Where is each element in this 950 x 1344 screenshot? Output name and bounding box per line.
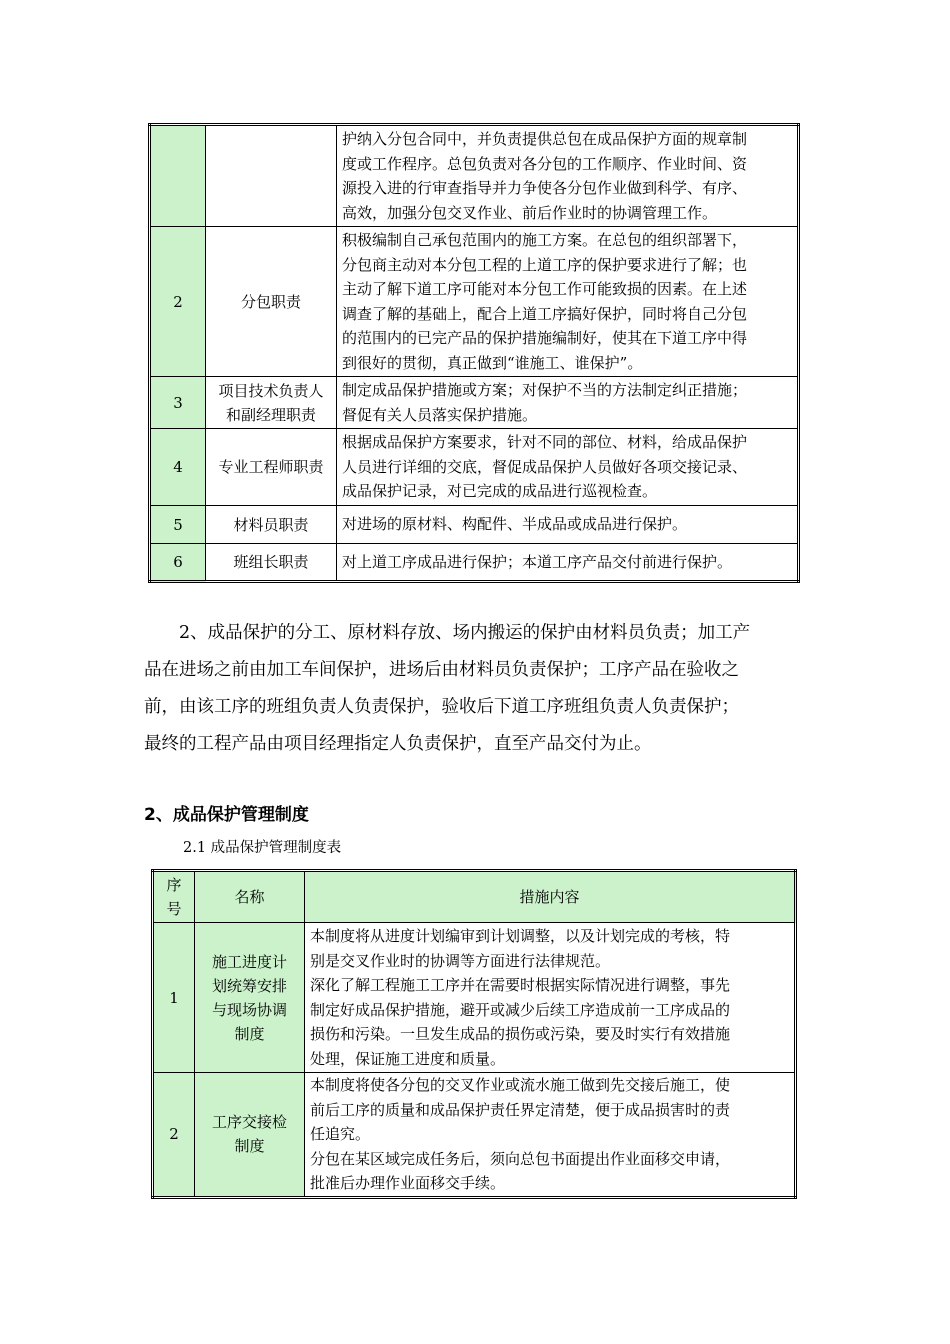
row-title: 项目技术负责人 和副经理职责 (206, 377, 337, 429)
table-row (150, 506, 799, 544)
row-title: 分包职责 (206, 227, 337, 377)
row-title: 班组长职责 (206, 544, 337, 582)
row-content: 护纳入分包合同中，并负责提供总包在成品保护方面的规章制 度或工作程序。总包负责对各分包的工作顺序、作业时间、资 源投入进的行审查指导并力争使各分包作业做到科学、有序、 高效，加强分包交叉作业、前后作业时的协调管理工作。 (337, 125, 799, 227)
row-title (206, 125, 337, 227)
header-content: 措施内容 (305, 871, 796, 923)
row-title: 施工进度计 划统筹安排 与现场协调 制度 (195, 923, 305, 1073)
row-title: 材料员职责 (206, 506, 337, 544)
table-row (150, 125, 799, 227)
management-system-table (151, 869, 797, 1199)
row-content: 积极编制自己承包范围内的施工方案。在总包的组织部署下， 分包商主动对本分包工程的上道工序的保护要求进行了解；也 主动了解下道工序可能对本分包工作可能致损的因素。在上述 调查了解的基础上，配合上道工序搞好保护，同时将自己分包 的范围内的已完产品的保护措施编制好，使其在下道工序中得 到很好的贯彻，真正做到“谁施工、谁保护”。 (337, 227, 799, 377)
row-number: 2 (150, 227, 206, 377)
row-number: 4 (150, 429, 206, 506)
row-number: 5 (150, 506, 206, 544)
table-row (153, 1073, 796, 1198)
row-content: 根据成品保护方案要求，针对不同的部位、材料，给成品保护 人员进行详细的交底，督促成品保护人员做好各项交接记录、 成品保护记录，对已完成的成品进行巡视检查。 (337, 429, 799, 506)
row-number (150, 125, 206, 227)
responsibility-table (148, 123, 800, 583)
row-content: 本制度将使各分包的交叉作业或流水施工做到先交接后施工，使 前后工序的质量和成品保护责任界定清楚，便于成品损害时的责 任追究。 分包在某区域完成任务后，须向总包书面提出作业面移交申请， 批准后办理作业面移交手续。 (305, 1073, 796, 1198)
row-content: 对上道工序成品进行保护；本道工序产品交付前进行保护。 (337, 544, 799, 582)
header-number: 序 号 (153, 871, 195, 923)
table-row (153, 923, 796, 1073)
section-heading: 2、成品保护管理制度 (144, 805, 309, 825)
row-content: 制定成品保护措施或方案；对保护不当的方法制定纠正措施； 督促有关人员落实保护措施。 (337, 377, 799, 429)
table-caption: 2.1 成品保护管理制度表 (183, 840, 342, 856)
row-number: 2 (153, 1073, 195, 1198)
table-row (150, 544, 799, 582)
table-row (150, 377, 799, 429)
table-header-row (153, 871, 796, 923)
row-number: 6 (150, 544, 206, 582)
row-number: 1 (153, 923, 195, 1073)
row-content: 对进场的原材料、构配件、半成品或成品进行保护。 (337, 506, 799, 544)
body-paragraph: 2、成品保护的分工、原材料存放、场内搬运的保护由材料员负责；加工产 品在进场之前由加工车间保护，进场后由材料员负责保护；工序产品在验收之 前，由该工序的班组负责人负责保护，验收后下道工序班组负责人负责保护； 最终的工程产品由项目经理指定人负责保护，直至产品交付为止。 (144, 623, 751, 754)
header-name: 名称 (195, 871, 305, 923)
table-row (150, 429, 799, 506)
row-content: 本制度将从进度计划编审到计划调整，以及计划完成的考核，特 别是交叉作业时的协调等方面进行法律规范。 深化了解工程施工工序并在需要时根据实际情况进行调整，事先 制定好成品保护措施，避开或减少后续工序造成前一工序成品的 损伤和污染。一旦发生成品的损伤或污染，要及时实行有效措施 处理，保证施工进度和质量。 (305, 923, 796, 1073)
row-number: 3 (150, 377, 206, 429)
row-title: 专业工程师职责 (206, 429, 337, 506)
table-row (150, 227, 799, 377)
row-title: 工序交接检 制度 (195, 1073, 305, 1198)
